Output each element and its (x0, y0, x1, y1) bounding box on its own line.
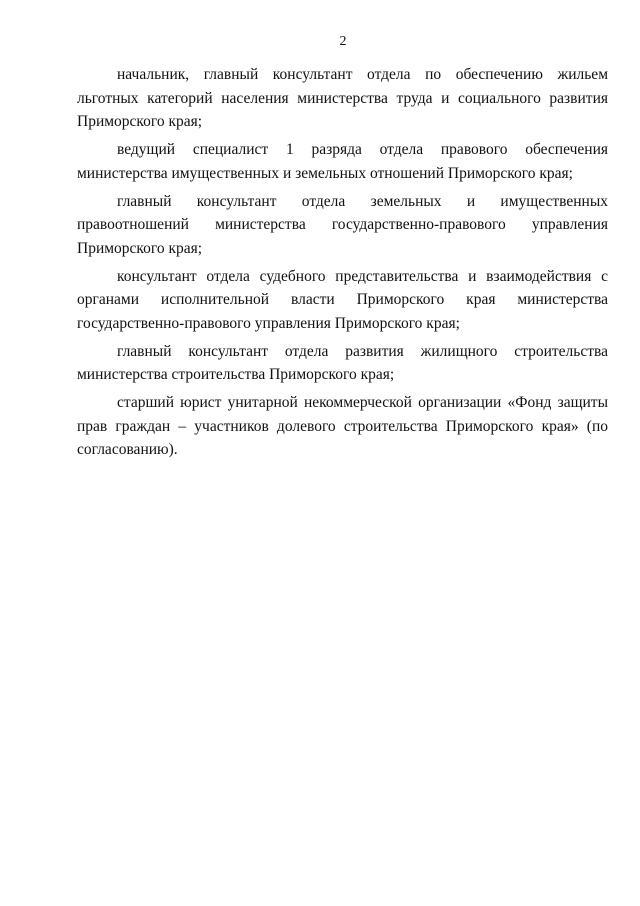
paragraph-land-relations-consultant: главный консультант отдела земельных и имущественных правоотношений министерства государственно-правового управления Приморского края; (77, 192, 608, 257)
paragraph-housing-construction-consultant: главный консультант отдела развития жилищного строительства министерства строительства Приморского края; (77, 342, 608, 383)
page-number: 2 (339, 34, 347, 49)
paragraph-leading-specialist-property: ведущий специалист 1 разряда отдела правового обеспечения министерства имущественных и земельных отношений Приморского края; (77, 141, 608, 182)
document-body (77, 63, 608, 466)
paragraph-judicial-representation-consultant: консультант отдела судебного представительства и взаимодействия с органами исполнительной власти Приморского края министерства государственно-правового управления Приморского края; (77, 267, 608, 332)
paragraph-fund-senior-lawyer: старший юрист унитарной некоммерческой организации «Фонд защиты прав граждан – участников долевого строительства Приморского края» (по согласованию). (77, 394, 608, 458)
paragraph-head-of-benefits-housing: начальник, главный консультант отдела по обеспечению жильем льготных категорий населения министерства труда и социального развития Приморского края; (77, 66, 608, 130)
